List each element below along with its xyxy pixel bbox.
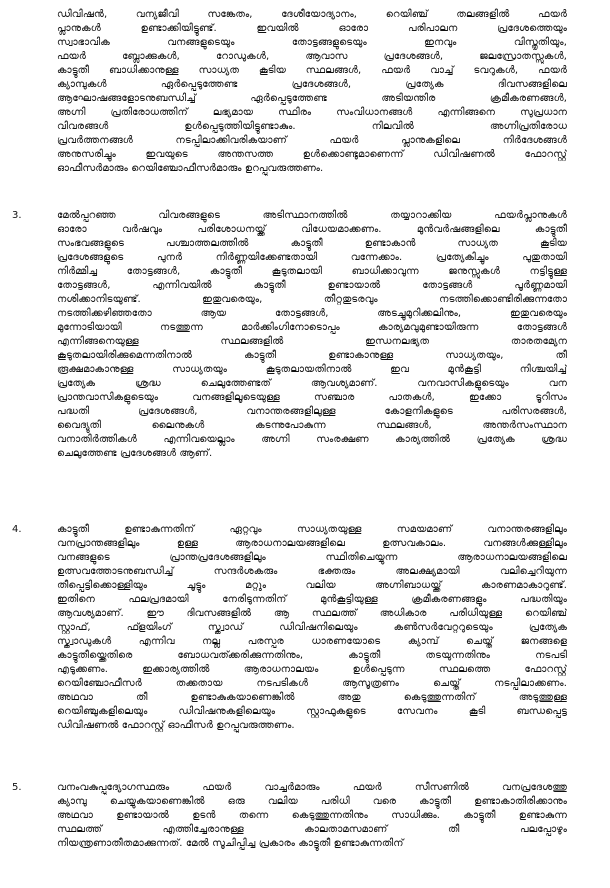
paragraph-body <box>57 781 567 851</box>
text-line: അഥവാ തീ ഉണ്ടാകുകയാണെങ്കിൽ അതു കെടുത്തുന്നതിന് അടുത്തുള്ള <box>57 692 567 703</box>
text-line: രൂക്ഷമാകാനുള്ള സാധ്യതയും കൂടുതലായതിനാൽ ഇവ മുൻകൂട്ടി നിശ്ചയിച്ച് <box>57 364 567 375</box>
text-line: സംഭവങ്ങളുടെ പശ്ചാത്തലത്തിൽ കാട്ടുതീ ഉണ്ടാകാൻ സാധ്യത കൂടിയ <box>57 238 567 249</box>
text-line: നശിക്കാനിടയുണ്ട്. ഇതുവരെയും, തീറ്റതുടരവും നടത്തിക്കൊണ്ടിരിക്കുന്നതോ <box>57 294 567 305</box>
text-line: പ്രദേശങ്ങളുടെ പുനർ നിർണ്ണയിക്കേണ്ടതായി വന്നേക്കാം. പ്രത്യേകിച്ചും പുതുതായി <box>57 252 567 263</box>
text-line: വിവരങ്ങൾ ഉൾപ്പെടുത്തിയിട്ടുണ്ടാകും. നിലവിൽ അഗ്നിപ്രതിരോധ <box>57 121 567 132</box>
text-line: ഓരോ വർഷവും പരിശോധനയ്ക്ക് വിധേയമാക്കണം. മുൻവർഷങ്ങളിലെ കാട്ടുതീ <box>57 224 567 235</box>
paragraph-number: 4. <box>12 524 22 535</box>
text-line: ഓഫീസർമാരും റെയിഞ്ചോഫീസർമാരും ഉറപ്പുവരുത്തണം. <box>57 163 324 174</box>
text-line: വനങ്ങളുടെ പ്രാന്തപ്രദേശങ്ങളിലും സ്ഥിതിചെയ്യുന്ന ആരാധനാലയങ്ങളിലെ <box>57 552 567 563</box>
text-line: ഡിവിഷൻ, വന്യജീവി സങ്കേതം, ദേശീയോദ്യാനം, റെയിഞ്ച് തലങ്ങളിൽ ഫയർ <box>57 9 567 20</box>
text-line: ഫയർ ബ്ലോക്കുകൾ, റോഡുകൾ, ആവാസ പ്രദേശങ്ങൾ, ജലസ്രോതസ്സുകൾ, <box>57 51 567 62</box>
text-line: എടുക്കണം. ഇക്കാര്യത്തിൽ ആരാധനാലയം ഉൾപ്പെടുന്ന സ്ഥലത്തെ ഫോറസ്റ്റ് <box>57 664 567 675</box>
text-line: ഡിവിഷണൽ ഫോറസ്റ്റ് ഓഫീസർ ഉറപ്പുവരുത്തണം. <box>57 720 295 731</box>
text-line: നിയന്ത്രണാതീതമാക്കുന്നത്. മേൽ സൂചിപ്പിച്ച പ്രകാരം കാട്ടുതീ ഉണ്ടാകുന്നതിന് <box>57 838 404 849</box>
text-line: ക്യാമ്പു ചെയ്യുകയാണെങ്കിൽ ഒരു വലിയ പരിധി വരെ കാട്ടുതീ ഉണ്ടാകാതിരിക്കാനും <box>57 796 567 807</box>
paragraph-body <box>57 8 567 176</box>
text-line: ചെലുത്തേണ്ട പ്രദേശങ്ങൾ ആണ്. <box>57 448 213 459</box>
text-line: റെയിഞ്ചുകളിലെയും ഡിവിഷനുകളിലെയും സ്റ്റാഫുകളുടെ സേവനം കൂടി ബന്ധപ്പെട്ട <box>57 706 567 717</box>
text-line: ആവശ്യമാണ്. ഈ ദിവസങ്ങളിൽ ആ സ്ഥലത്ത് അധികാര പരിധിയുള്ള റെയിഞ്ച് <box>57 608 567 619</box>
text-line: എന്നിങ്ങനെയുള്ള സ്ഥലങ്ങളിൽ ഇന്ധനലഭ്യത താരതമ്യേന <box>57 336 567 347</box>
text-line: പ്രവർത്തനങ്ങൾ നടപ്പിലാക്കിവരികയാണ് ഫയർ പ്ലാനുകളിലെ നിർദേശങ്ങൾ <box>57 135 567 146</box>
text-line: ക്യാമ്പുകൾ ഏർപ്പെടുത്തേണ്ട പ്രദേശങ്ങൾ, പ്രത്യേക ദിവസങ്ങളിലെ <box>57 79 567 90</box>
text-line: അഥവാ ഉണ്ടായാൽ ഉടൻ തന്നെ കെടുത്തുന്നതിനും സാധിക്കും. കാട്ടുതീ ഉണ്ടാകുന്ന <box>57 810 567 821</box>
text-line: വനാതിർത്തികൾ എന്നിവയെല്ലാം അഗ്നി സംരക്ഷണ കാര്യത്തിൽ പ്രത്യേക ശ്രദ്ധ <box>57 434 567 445</box>
text-line: നടത്തിക്കഴിഞ്ഞതോ ആയ തോട്ടങ്ങൾ, അടച്ചുമുറിക്കലിനും, ഇതുവരെയും <box>57 308 567 319</box>
text-line: പ്രത്യേക ശ്രദ്ധ ചെലുത്തേണ്ടത് ആവശ്യമാണ്. വനവാസികളുടെയും വന <box>57 378 567 389</box>
text-line: വൈദ്യുതി ലൈനുകൾ കടന്നുപോകുന്ന സ്ഥലങ്ങൾ, അന്തർസംസ്ഥാന <box>57 420 567 431</box>
text-line: നിർമ്മിച്ച തോട്ടങ്ങൾ, കാട്ടുതീ കൂടുതലായി ബാധിക്കാവുന്ന ജനുസ്സുകൾ നട്ടിട്ടുള്ള <box>57 266 567 277</box>
text-line: സ്വാഭാവിക വനങ്ങളുടെയും തോട്ടങ്ങളുടെയും ഇനവും വിസ്തൃതിയും, <box>57 37 567 48</box>
text-line: തീപ്പെട്ടിക്കൊള്ളിയും ചൂട്ടും മറ്റും വലിയ അഗ്നിബാധയ്ക്ക് കാരണമാകാറുണ്ട്. <box>57 580 567 591</box>
text-line: സ്റ്റാഫ്, ഫ്ളയിംഗ് സ്ക്വാഡ് ഡിവിഷനിലെയും കൺസർവേറ്ററുടെയും പ്രത്യേക <box>57 622 567 633</box>
text-line: ഉത്സവത്തോടനുബന്ധിച്ച് സന്ദർശകരും ഭക്തരും അലക്ഷ്യമായി വലിച്ചെറിയുന്ന <box>57 566 567 577</box>
text-line: സ്ഥലത്ത് എത്തിച്ചേരാനുള്ള കാലതാമസമാണ് തീ പലപ്പോഴും <box>57 824 567 835</box>
text-line: കാട്ടുതീയ്ക്കെതിരെ ബോധവത്ക്കരിക്കുന്നതിനും, കാട്ടുതീ തടയുന്നതിനും നടപടി <box>57 650 567 661</box>
text-line: സ്ക്വാഡുകൾ എന്നിവ നല്ല പരസ്പര ധാരണയോടെ ക്യാമ്പ് ചെയ്ത് ജനങ്ങളെ <box>57 636 567 647</box>
paragraph-number: 5. <box>12 782 22 793</box>
text-line: പ്ലാനുകൾ ഉണ്ടാക്കിയിട്ടുണ്ട്. ഇവയിൽ ഓരോ പരിപാലന പ്രദേശത്തെയും <box>57 23 567 34</box>
text-line: കാട്ടുതീ ബാധിക്കാനുള്ള സാധ്യത കൂടിയ സ്ഥലങ്ങൾ, ഫയർ വാച്ച് ടവറുകൾ, ഫയർ <box>57 65 567 76</box>
paragraph-body <box>57 209 567 461</box>
paragraph-number: 3. <box>12 210 22 221</box>
text-line: മുന്നോടിയായി നടത്തുന്ന മാർക്കിംഗിനോടൊപ്പം കാര്യമവുമുണ്ടായിരുന്ന തോട്ടങ്ങൾ <box>57 322 567 333</box>
text-line: പ്രാന്തവാസികളുടെയും വനങ്ങളിലൂടെയുള്ള സഞ്ചാര പാതകൾ, ഇക്കോ ടൂറിസം <box>57 392 567 403</box>
text-line: തോട്ടങ്ങൾ, എന്നിവയിൽ കാട്ടുതീ ഉണ്ടായാൽ തോട്ടങ്ങൾ പൂർണ്ണമായി <box>57 280 567 291</box>
text-line: ആഘോഷങ്ങളോടനുബന്ധിച്ച് ഏർപ്പെടുത്തേണ്ട അടിയന്തിര ക്രമീകരണങ്ങൾ, <box>57 93 567 104</box>
text-line: റെയിഞ്ചോഫീസർ തക്കതായ നടപടികൾ ആസൂത്രണം ചെയ്ത് നടപ്പിലാക്കണം. <box>57 678 567 689</box>
text-line: പദ്ധതി പ്രദേശങ്ങൾ, വനാന്തരങ്ങളിലുള്ള കോളനികളുടെ പരിസരങ്ങൾ, <box>57 406 567 417</box>
text-line: കൂടുതലായിരിക്കുമെന്നതിനാൽ കാട്ടുതീ ഉണ്ടാകാനുള്ള സാധ്യതയും, തീ <box>57 350 567 361</box>
text-line: കാട്ടുതീ ഉണ്ടാകുന്നതിന് ഏറ്റവും സാധ്യതയുള്ള സമയമാണ് വനാന്തരങ്ങളിലും <box>57 524 567 535</box>
text-line: വനപ്രാന്തങ്ങളിലും ഉള്ള ആരാധനാലയങ്ങളിലെ ഉത്സവകാലം. വനങ്ങൾക്കുള്ളിലും <box>57 538 567 549</box>
text-line: ഇതിനെ ഫലപ്രദമായി നേരിടുന്നതിന് മുൻകൂട്ടിയുള്ള ക്രമീകരണങ്ങളും പദ്ധതിയും <box>57 594 567 605</box>
text-line: അനുസരിച്ചും ഇവയുടെ അന്തസത്ത ഉൾക്കൊണ്ടുമാണെന്ന് ഡിവിഷണൽ ഫോറസ്റ്റ് <box>57 149 567 160</box>
text-line: മേൽപ്പറഞ്ഞ വിവരങ്ങളുടെ അടിസ്ഥാനത്തിൽ തയ്യാറാക്കിയ ഫയർപ്ലാനുകൾ <box>57 210 567 221</box>
text-line: വനംവകുപ്പുദ്യോഗസ്ഥരും ഫയർ വാച്ചർമാരും ഫയർ സീസണിൽ വനപ്രദേശത്തു <box>57 782 567 793</box>
text-line: അഗ്നി പ്രതിരോധത്തിന് ലഭ്യമായ സ്ഥിരം സംവിധാനങ്ങൾ എന്നിങ്ങനെ സുപ്രധാന <box>57 107 567 118</box>
paragraph-body <box>57 523 567 733</box>
